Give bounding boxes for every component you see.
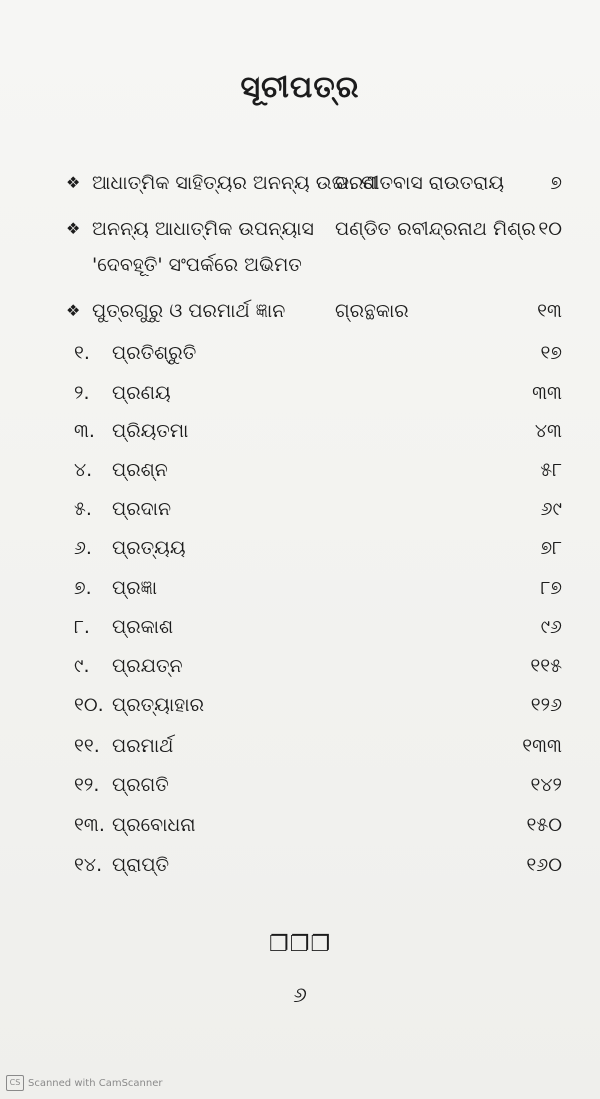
chapter-title: ପ୍ରବୋଧନା xyxy=(112,814,196,836)
chapter-title: ପ୍ରଣୟ xyxy=(112,382,171,404)
camscanner-logo-icon: CS xyxy=(6,1075,24,1091)
chapter-number: ୧୦. xyxy=(74,694,104,716)
chapter-page: ୧୬୦ xyxy=(526,854,562,876)
chapter-page: ୧୫୦ xyxy=(526,814,562,836)
page-number: ୬ xyxy=(293,983,307,1008)
scanner-watermark xyxy=(6,1075,163,1091)
chapter-number: ୪. xyxy=(74,459,93,481)
chapter-title: ପ୍ରିୟତମା xyxy=(112,420,189,442)
chapter-number: ୧. xyxy=(74,342,90,364)
chapter-title: ପ୍ରଦାନ xyxy=(112,498,172,520)
chapter-number: ୭. xyxy=(74,577,92,599)
chapter-page: ୧୩୩ xyxy=(522,735,562,757)
chapter-number: ୧୩. xyxy=(74,814,105,836)
chapter-page: ୮୭ xyxy=(540,577,562,599)
chapter-page: ୭୮ xyxy=(540,537,562,559)
chapter-page: ୧୧୫ xyxy=(530,655,562,677)
section-end-ornament-icon: ❐❐❐ xyxy=(268,932,332,957)
chapter-title: ପ୍ରତିଶ୍ରୁତି xyxy=(112,342,197,364)
diamond-bullet-icon: ❖ xyxy=(66,219,81,238)
chapter-title: ପ୍ରକାଶ xyxy=(112,616,174,638)
chapter-page: ୧୭ xyxy=(540,342,562,364)
chapter-number: ୧୨. xyxy=(74,774,100,796)
page-title: ସୂଚୀପତ୍ର xyxy=(240,70,360,105)
entry-author: ଡ. ପୀତବାସ ରାଉତରାୟ xyxy=(335,172,505,194)
chapter-number: ୧୧. xyxy=(74,735,100,757)
chapter-number: ୩. xyxy=(74,420,95,442)
entry-author: ଗ୍ରନ୍ଥକାର xyxy=(335,300,409,322)
diamond-bullet-icon: ❖ xyxy=(66,301,81,320)
chapter-title: ପରମାର୍ଥ xyxy=(112,735,174,757)
chapter-title: ପ୍ରତ୍ୟୟ xyxy=(112,537,186,559)
entry-page: ୧୩ xyxy=(537,300,562,322)
chapter-number: ୨. xyxy=(74,382,90,404)
entry-author: ପଣ୍ଡିତ ରବୀନ୍ଦ୍ରନାଥ ମିଶ୍ର xyxy=(335,218,536,240)
chapter-number: ୬. xyxy=(74,537,92,559)
entry-page: ୧୦ xyxy=(538,218,562,240)
chapter-page: ୪୩ xyxy=(534,420,562,442)
chapter-number: ୮. xyxy=(74,616,90,638)
chapter-title: ପ୍ରାପ୍ତି xyxy=(112,854,170,876)
chapter-number: ୧୪. xyxy=(74,854,103,876)
entry-page: ୭ xyxy=(550,172,562,194)
chapter-page: ୧୪୨ xyxy=(530,774,562,796)
entry-title-line2: 'ଦେବହୂତି' ସଂପର୍କରେ ଅଭିମତ xyxy=(92,254,302,276)
watermark-text: Scanned with CamScanner xyxy=(28,1077,163,1089)
entry-title: ଆଧାତ୍ମିକ ସାହିତ୍ୟର ଅନନ୍ୟ ଉଚ୍ଚାରଣ xyxy=(92,172,378,194)
chapter-title: ପ୍ରଯତ୍ନ xyxy=(112,655,183,677)
entry-title: ଅନନ୍ୟ ଆଧାତ୍ମିକ ଉପନ୍ୟାସ xyxy=(92,218,314,240)
chapter-page: ୬୯ xyxy=(540,498,562,520)
chapter-page: ୫୮ xyxy=(540,459,562,481)
chapter-number: ୫. xyxy=(74,498,92,520)
chapter-title: ପ୍ରଜ୍ଞା xyxy=(112,577,158,599)
chapter-title: ପ୍ରଗତି xyxy=(112,774,169,796)
chapter-page: ୩୩ xyxy=(532,382,562,404)
chapter-page: ୯୬ xyxy=(540,616,562,638)
chapter-title: ପ୍ରଶ୍ନ xyxy=(112,459,168,481)
chapter-title: ପ୍ରତ୍ୟାହାର xyxy=(112,694,204,716)
chapter-page: ୧୨୬ xyxy=(530,694,562,716)
entry-title: ପୁତ୍ରଗୁରୁ ଓ ପରମାର୍ଥ ଜ୍ଞାନ xyxy=(92,300,286,322)
diamond-bullet-icon: ❖ xyxy=(66,173,81,192)
chapter-number: ୯. xyxy=(74,655,90,677)
